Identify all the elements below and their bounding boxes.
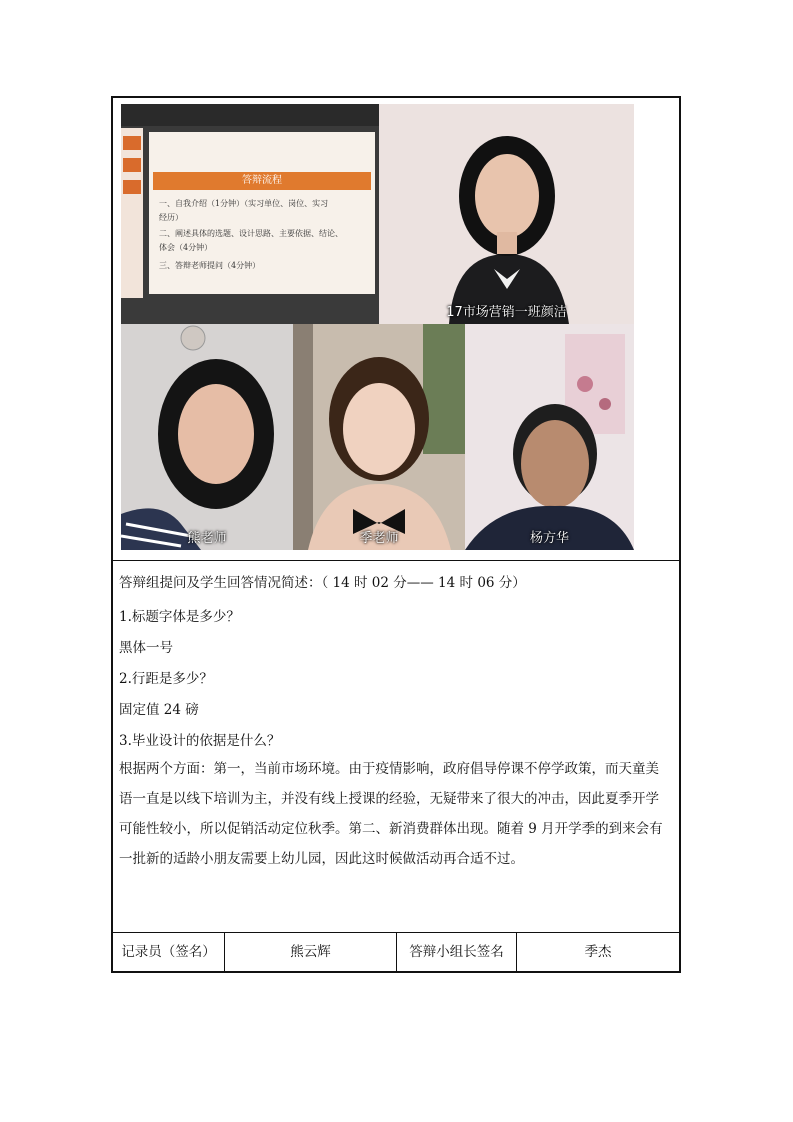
teacher-name-label: 季老师: [359, 531, 399, 546]
answer: 固定值 24 磅: [119, 702, 199, 718]
slide-line: 二、阐述具体的选题、设计思路、主要依据、结论、: [159, 229, 343, 238]
teacher-portrait: [293, 324, 465, 550]
answer: 黑体一号: [119, 640, 173, 656]
question: 3.毕业设计的依据是什么？: [119, 733, 281, 749]
signature-row: [113, 932, 679, 972]
teacher-portrait: [121, 324, 293, 550]
student-video-tile: [379, 104, 634, 324]
shared-slide-tile: [121, 104, 379, 324]
question: 2.行距是多少？: [119, 671, 213, 687]
qa-record: [113, 560, 679, 931]
slide-heading: 答辩流程: [153, 172, 371, 190]
answer-line: 语一直是以线下培训为主，并没有线上授课的经验，无疑带来了很大的冲击，因此夏季开学: [119, 791, 659, 807]
recorder-name: 熊云辉: [225, 933, 397, 972]
student-portrait: [379, 104, 634, 324]
teacher-video-tile: [293, 324, 465, 550]
video-call-screenshot: [121, 104, 634, 550]
leader-name: 季杰: [584, 944, 612, 960]
presentation-slide: [149, 132, 375, 294]
slide-line: 一、自我介绍（1分钟）（实习单位、岗位、实习: [159, 199, 329, 208]
recorder-label: 记录员（签名）: [113, 933, 225, 972]
slide-line: 体会（4分钟）: [159, 243, 213, 252]
slide-thumbnails: [121, 128, 143, 298]
qa-heading: 答辩组提问及学生回答情况简述：（ 14 时 02 分—— 14 时 06 分）: [119, 575, 526, 591]
student-name-label: 17市场营销一班颜洁: [446, 305, 567, 320]
question: 1.标题字体是多少？: [119, 609, 240, 625]
teacher-name-label: 杨方华: [529, 531, 569, 546]
teacher-portrait: [465, 324, 634, 550]
record-table: [111, 96, 681, 973]
answer-paragraph: [119, 754, 674, 874]
answer-line: 可能性较小，所以促销活动定位秋季。第二、新消费群体出现。随着 9 月开学季的到来会有: [119, 821, 663, 837]
slide-toolbar: [121, 104, 379, 126]
slide-line: 三、答辩老师提问（4分钟）: [159, 261, 261, 270]
teacher-video-tile: [465, 324, 634, 550]
answer-line: 一批新的适龄小朋友需要上幼儿园，因此这时候做活动再合适不过。: [119, 851, 524, 867]
leader-label: 答辩小组长签名: [397, 933, 517, 972]
slide-line: 经历）: [159, 213, 183, 222]
teacher-video-tile: [121, 324, 293, 550]
teacher-name-label: 熊老师: [187, 531, 227, 546]
answer-line: 根据两个方面：第一，当前市场环境。由于疫情影响，政府倡导停课不停学政策，而天童美: [119, 761, 659, 777]
